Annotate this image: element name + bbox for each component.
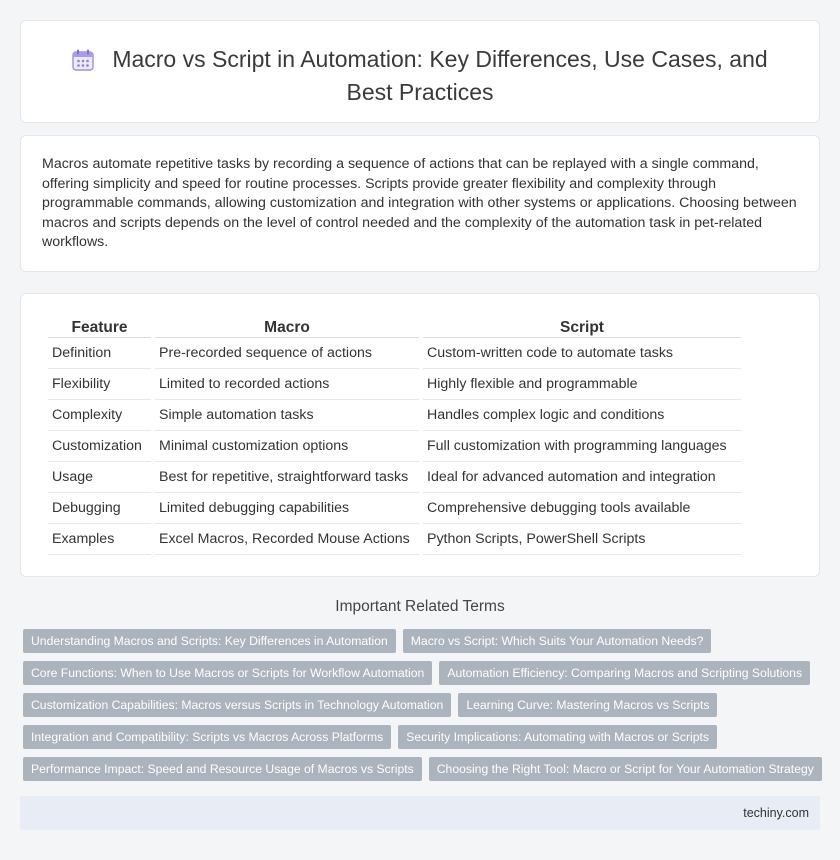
related-term-tag[interactable]: Core Functions: When to Use Macros or Scripts for Workflow Automation (23, 661, 432, 685)
related-term-tag[interactable]: Customization Capabilities: Macros versus Scripts in Technology Automation (23, 693, 451, 717)
table-row (48, 524, 741, 555)
comparison-table-card (20, 293, 820, 577)
table-cell: Debugging (48, 493, 151, 524)
intro-paragraph: Macros automate repetitive tasks by recording a sequence of actions that can be replayed with a single command, offering simplicity and speed for routine processes. Scripts provide greater flexibility and complexity through programmable commands, allowing customization and integration with other systems or applications. Choosing between macros and scripts depends on the level of control needed and the complexity of the automation task in pet-related workflows. (42, 156, 797, 250)
table-cell: Definition (48, 338, 151, 369)
table-header-row (48, 315, 741, 338)
table-cell: Simple automation tasks (155, 400, 419, 431)
tag-row (23, 725, 823, 749)
related-terms-heading: Important Related Terms (335, 598, 505, 615)
tag-row (23, 661, 823, 685)
comparison-table (44, 315, 745, 555)
table-row (48, 369, 741, 400)
table-row (48, 338, 741, 369)
related-terms-list (23, 629, 823, 789)
column-header-macro: Macro (155, 315, 419, 338)
calendar-icon (72, 49, 94, 78)
related-term-tag[interactable]: Macro vs Script: Which Suits Your Automation Needs? (403, 629, 712, 653)
column-header-feature: Feature (48, 315, 151, 338)
table-cell: Pre-recorded sequence of actions (155, 338, 419, 369)
related-term-tag[interactable]: Integration and Compatibility: Scripts vs Macros Across Platforms (23, 725, 391, 749)
table-row (48, 431, 741, 462)
column-header-script: Script (423, 315, 741, 338)
related-term-tag[interactable]: Understanding Macros and Scripts: Key Differences in Automation (23, 629, 396, 653)
tag-row (23, 757, 823, 781)
table-cell: Minimal customization options (155, 431, 419, 462)
table-row (48, 400, 741, 431)
related-term-tag[interactable]: Learning Curve: Mastering Macros vs Scripts (458, 693, 717, 717)
table-row (48, 462, 741, 493)
table-cell: Flexibility (48, 369, 151, 400)
table-cell: Examples (48, 524, 151, 555)
related-term-tag[interactable]: Automation Efficiency: Comparing Macros and Scripting Solutions (439, 661, 810, 685)
intro-card (20, 135, 820, 272)
tag-row (23, 693, 823, 717)
table-cell: Limited to recorded actions (155, 369, 419, 400)
footer-site-link[interactable]: techiny.com (743, 806, 809, 820)
table-cell: Best for repetitive, straightforward tasks (155, 462, 419, 493)
title-wrap (61, 45, 779, 107)
table-cell: Complexity (48, 400, 151, 431)
page-title (61, 45, 779, 107)
table-cell: Handles complex logic and conditions (423, 400, 741, 431)
table-cell: Comprehensive debugging tools available (423, 493, 741, 524)
table-row (48, 493, 741, 524)
table-cell: Custom-written code to automate tasks (423, 338, 741, 369)
table-cell: Excel Macros, Recorded Mouse Actions (155, 524, 419, 555)
table-cell: Limited debugging capabilities (155, 493, 419, 524)
footer (20, 796, 820, 830)
table-cell: Full customization with programming languages (423, 431, 741, 462)
header-card (20, 20, 820, 123)
table-cell: Ideal for advanced automation and integration (423, 462, 741, 493)
related-term-tag[interactable]: Choosing the Right Tool: Macro or Script for Your Automation Strategy (429, 757, 822, 781)
table-cell: Customization (48, 431, 151, 462)
related-term-tag[interactable]: Security Implications: Automating with Macros or Scripts (398, 725, 717, 749)
table-cell: Highly flexible and programmable (423, 369, 741, 400)
tag-row (23, 629, 823, 653)
table-cell: Python Scripts, PowerShell Scripts (423, 524, 741, 555)
page-title-text: Macro vs Script in Automation: Key Differences, Use Cases, and Best Practices (112, 46, 768, 105)
table-cell: Usage (48, 462, 151, 493)
related-term-tag[interactable]: Performance Impact: Speed and Resource Usage of Macros vs Scripts (23, 757, 422, 781)
